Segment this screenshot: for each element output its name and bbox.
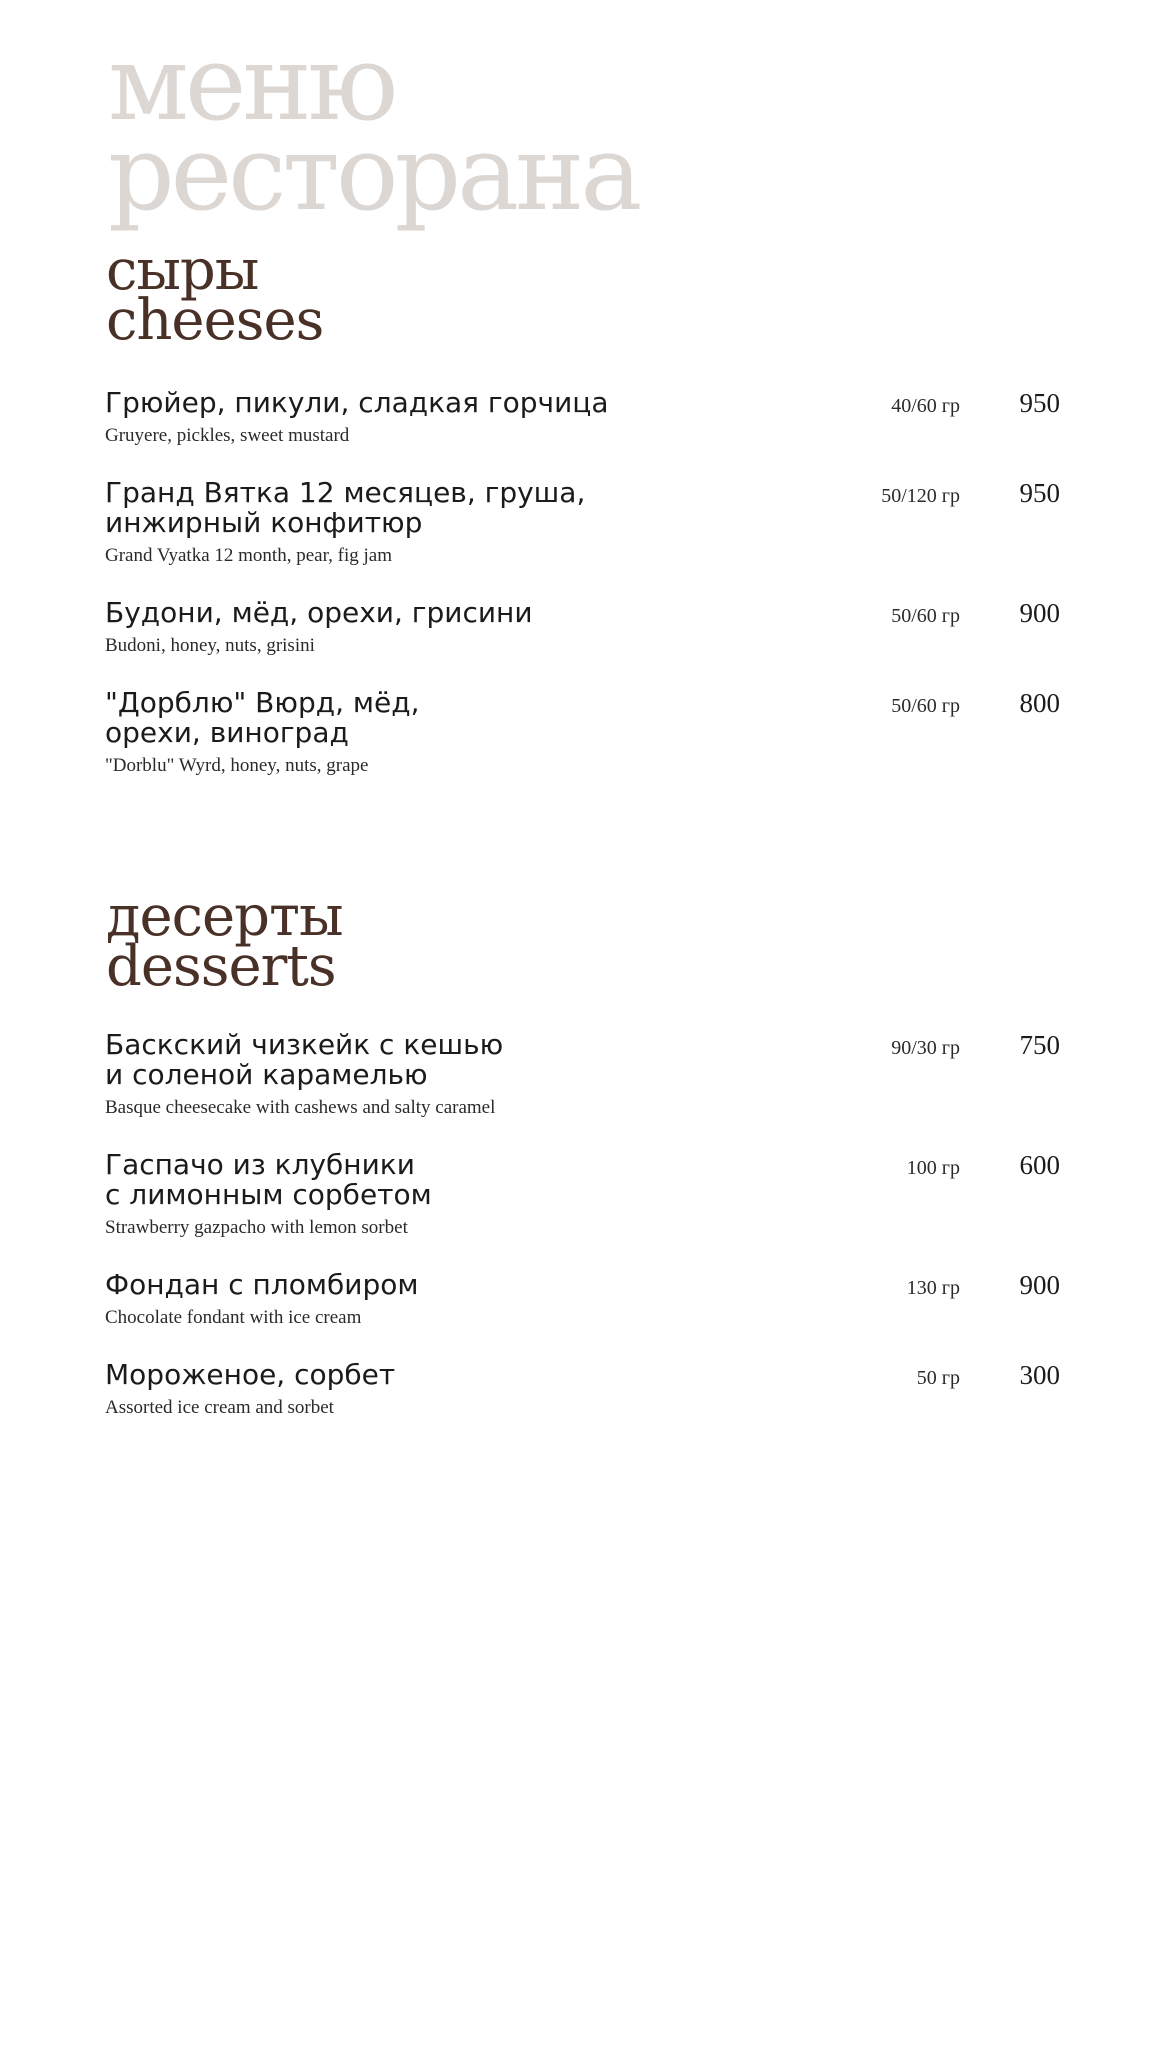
item-name-line1: Будони, мёд, орехи, грисини	[105, 596, 533, 629]
item-price: 950	[1019, 478, 1060, 508]
item-name-line1: Баскский чизкейк с кешью	[105, 1028, 504, 1061]
item-english-name: "Dorblu" Wyrd, honey, nuts, grape	[105, 755, 369, 776]
menu-item	[105, 1270, 1060, 1330]
section-heading-cheeses	[106, 238, 324, 353]
menu-item	[105, 1150, 1060, 1240]
section-title-ru: сыры	[106, 238, 259, 303]
item-price: 300	[1019, 1360, 1060, 1390]
section-heading-desserts	[106, 884, 343, 999]
item-english-name: Budoni, honey, nuts, grisini	[105, 635, 315, 656]
item-name-line1: Мороженое, сорбет	[105, 1358, 396, 1391]
item-english-name: Gruyere, pickles, sweet mustard	[105, 425, 350, 446]
item-name-line2: орехи, виноград	[105, 716, 349, 749]
item-weight: 50 гр	[916, 1367, 960, 1389]
cheese-list	[105, 388, 1060, 808]
item-name	[105, 478, 825, 538]
page-title-line2: ресторана	[108, 112, 639, 234]
menu-item	[105, 598, 1060, 658]
item-name	[105, 598, 825, 628]
item-name-line2: инжирный конфитюр	[105, 506, 423, 539]
menu-item	[105, 388, 1060, 448]
item-price: 600	[1019, 1150, 1060, 1180]
menu-item	[105, 478, 1060, 568]
menu-item	[105, 1360, 1060, 1420]
item-name	[105, 1270, 825, 1300]
item-price: 950	[1019, 388, 1060, 418]
item-weight: 100 гр	[906, 1157, 960, 1179]
item-name-line1: Гранд Вятка 12 месяцев, груша,	[105, 476, 586, 509]
item-name	[105, 688, 825, 748]
item-weight: 40/60 гр	[891, 395, 960, 417]
item-weight: 50/120 гр	[881, 485, 960, 507]
page-title-line1: меню	[108, 22, 395, 144]
item-english-name: Chocolate fondant with ice cream	[105, 1307, 362, 1328]
item-name-line2: с лимонным сорбетом	[105, 1178, 432, 1211]
item-weight: 130 гр	[906, 1277, 960, 1299]
item-weight: 50/60 гр	[891, 695, 960, 717]
section-title-en: cheeses	[106, 288, 324, 353]
item-name-line1: "Дорблю" Вюрд, мёд,	[105, 686, 420, 719]
item-name-line1: Фондан с пломбиром	[105, 1268, 419, 1301]
item-price: 900	[1019, 598, 1060, 628]
item-price: 900	[1019, 1270, 1060, 1300]
item-english-name: Assorted ice cream and sorbet	[105, 1397, 334, 1418]
item-name-line1: Гаспачо из клубники	[105, 1148, 415, 1181]
menu-item	[105, 688, 1060, 778]
item-name	[105, 388, 825, 418]
item-name	[105, 1030, 825, 1090]
item-name-line2: и соленой карамелью	[105, 1058, 428, 1091]
item-english-name: Basque cheesecake with cashews and salty caramel	[105, 1097, 496, 1118]
section-title-en: desserts	[106, 934, 336, 999]
item-price: 800	[1019, 688, 1060, 718]
item-weight: 50/60 гр	[891, 605, 960, 627]
dessert-list	[105, 1030, 1060, 1450]
section-title-ru: десерты	[106, 884, 343, 949]
item-name	[105, 1150, 825, 1210]
menu-item	[105, 1030, 1060, 1120]
item-weight: 90/30 гр	[891, 1037, 960, 1059]
item-price: 750	[1019, 1030, 1060, 1060]
item-name-line1: Грюйер, пикули, сладкая горчица	[105, 386, 609, 419]
page-title	[108, 22, 639, 234]
item-english-name: Grand Vyatka 12 month, pear, fig jam	[105, 545, 392, 566]
item-name	[105, 1360, 825, 1390]
item-english-name: Strawberry gazpacho with lemon sorbet	[105, 1217, 408, 1238]
